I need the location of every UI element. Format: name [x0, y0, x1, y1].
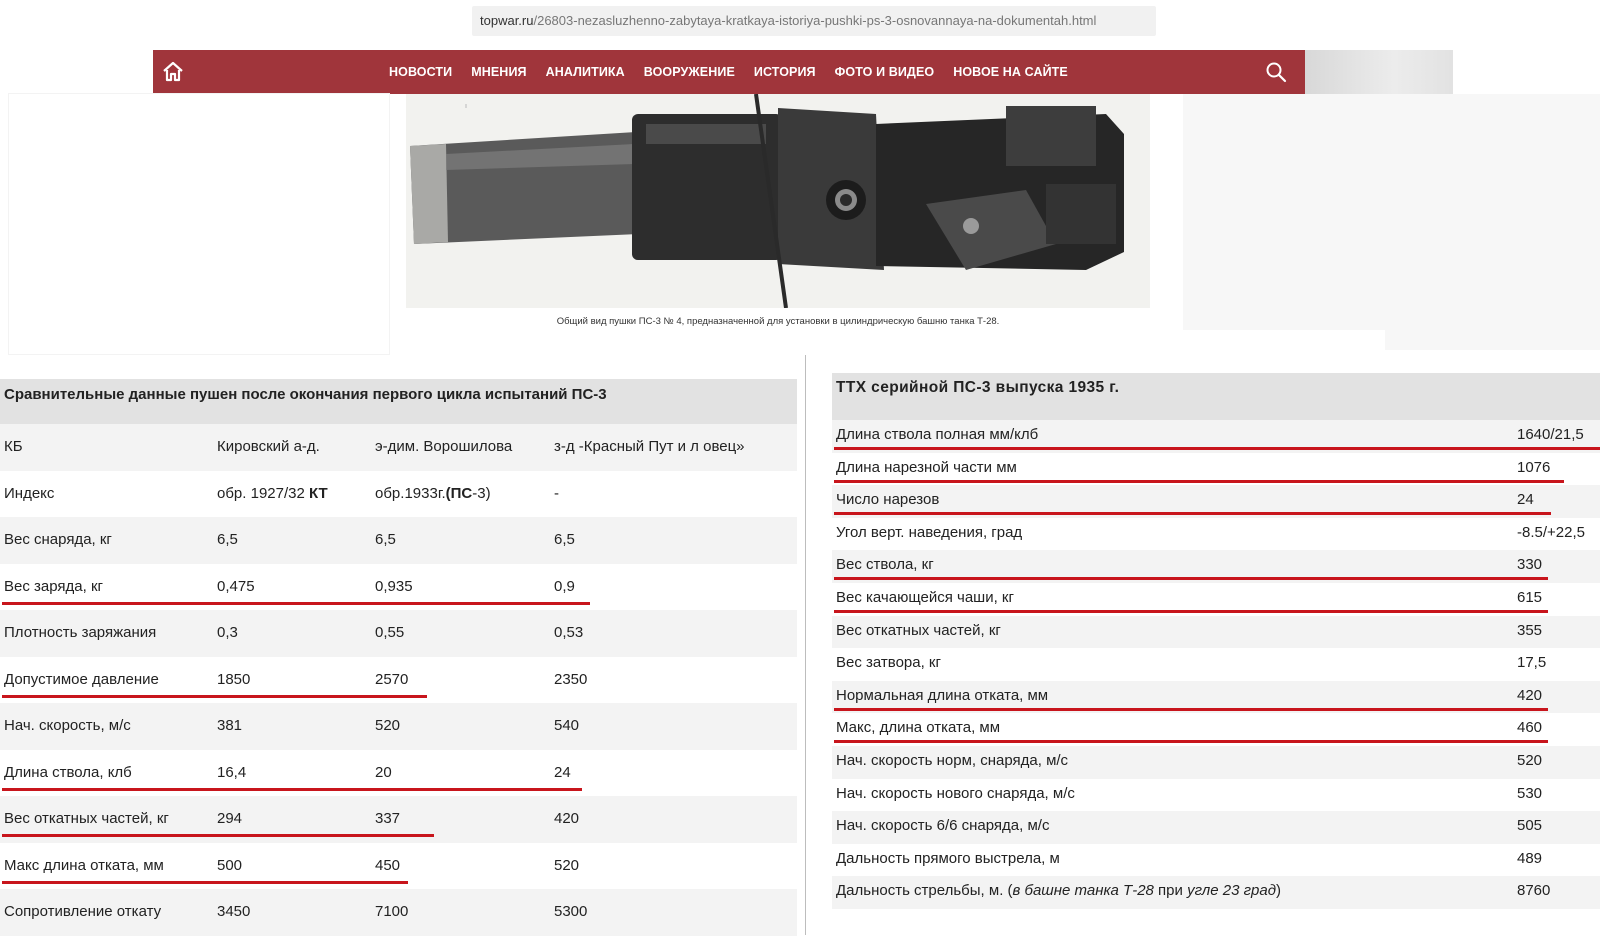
spec-label: Вес ствола, кг: [836, 556, 934, 574]
cell: 0,3: [217, 624, 238, 641]
side-placeholder: [9, 94, 389, 354]
spec-table-title: ТТХ серийной ПС-3 выпуска 1935 г.: [832, 373, 1600, 420]
cell: Вес заряда, кг: [4, 577, 103, 595]
cell-bold-open: (: [445, 484, 451, 502]
spec-value: 1640/21,5: [1517, 426, 1584, 443]
spec-label: Вес откатных частей, кг: [836, 621, 1001, 639]
highlight-underline: [834, 512, 1551, 515]
spec-value: 489: [1517, 849, 1543, 867]
cell: 450: [375, 856, 401, 874]
table-row: [0, 889, 797, 936]
cell: КБ: [4, 438, 23, 455]
spec-value: 420: [1517, 686, 1543, 704]
cell: 0,935: [375, 577, 413, 595]
highlight-underline: [2, 788, 582, 791]
spec-label: Вес затвора, кг: [836, 654, 941, 672]
cell: [217, 485, 328, 502]
table-row: [0, 424, 797, 471]
table-row: [832, 844, 1600, 877]
comparison-table-title: Сравнительные данные пушен после окончания первого цикла испытаний ПС-3: [0, 379, 797, 424]
highlight-underline: [834, 740, 1548, 743]
table-row: [832, 811, 1600, 844]
highlight-underline: [834, 480, 1564, 483]
highlight-underline: [834, 447, 1600, 450]
table-row: [832, 713, 1600, 746]
spec-rows: [832, 420, 1600, 909]
cell: 2350: [554, 670, 588, 688]
table-row: [0, 471, 797, 518]
comparison-table: [0, 379, 797, 936]
label-text-mid: при: [1153, 882, 1188, 900]
spec-label: Нач. скорость 6/6 снаряда, м/с: [836, 817, 1050, 835]
table-row: [0, 750, 797, 797]
cell: Макс длина отката, мм: [4, 856, 164, 874]
spec-label: Угол верт. наведения, град: [836, 523, 1023, 541]
url-path: /26803-nezasluzhenno-zabytaya-kratkaya-istoriya-pushki-ps-3-osnovannaya-na-dokumentah.html: [533, 13, 1097, 28]
nav-item-new-on-site[interactable]: НОВОЕ НА САЙТЕ: [953, 65, 1068, 79]
table-row: [0, 564, 797, 611]
cell: 5300: [554, 903, 588, 920]
cell: 294: [217, 810, 243, 827]
cell-bold: КТ: [309, 484, 328, 502]
cell: Кировский а-д.: [217, 438, 320, 455]
nav-item-opinions[interactable]: МНЕНИЯ: [471, 65, 527, 79]
spec-value: 505: [1517, 817, 1543, 835]
spec-label: Длина нарезной части мм: [836, 458, 1017, 476]
spec-value: 460: [1517, 719, 1543, 737]
label-text-end: ): [1276, 882, 1282, 900]
table-row: [832, 518, 1600, 551]
table-row: [832, 779, 1600, 812]
spec-label: Нормальная длина отката, мм: [836, 686, 1049, 704]
cell: э-дим. Ворошилова: [375, 438, 513, 455]
label-text: Дальность стрельбы, м. (: [836, 882, 1013, 900]
side-panel-strip: [1385, 330, 1600, 350]
cell: [375, 485, 491, 502]
cell: 1850: [217, 670, 251, 688]
cell: 420: [554, 810, 580, 827]
table-row: [832, 453, 1600, 486]
highlight-underline: [2, 602, 590, 605]
cell: 6,5: [554, 531, 575, 548]
cell: 0,55: [375, 624, 405, 641]
cell-text-tail: -3): [472, 484, 491, 502]
table-row: [0, 657, 797, 704]
table-row: [0, 610, 797, 657]
nav-item-news[interactable]: НОВОСТИ: [389, 65, 453, 79]
highlight-underline: [2, 834, 434, 837]
cell: 6,5: [217, 531, 238, 548]
cell: 2570: [375, 670, 409, 688]
spec-label: Вес качающейся чаши, кг: [836, 588, 1014, 606]
table-row: [0, 517, 797, 564]
cell: 540: [554, 717, 580, 734]
nav-item-analytics[interactable]: АНАЛИТИКА: [545, 65, 625, 79]
cell: 520: [375, 717, 401, 734]
cell: 0,475: [217, 577, 255, 595]
cell: 500: [217, 856, 243, 874]
label-em: в башне танка Т-28: [1012, 882, 1154, 900]
spec-value: 355: [1517, 621, 1543, 639]
highlight-underline: [834, 610, 1548, 613]
spec-label: Дальность прямого выстрела, м: [836, 849, 1060, 867]
table-row: [832, 583, 1600, 616]
spec-value: 24: [1517, 491, 1534, 509]
table-row: [832, 876, 1600, 909]
cell: 6,5: [375, 531, 396, 548]
nav-menu: [389, 50, 1087, 94]
table-row: [0, 703, 797, 750]
column-divider: [805, 355, 806, 935]
cell: 0,53: [554, 624, 584, 641]
highlight-underline: [834, 577, 1548, 580]
cell-text: обр.1933г.: [375, 484, 446, 502]
cell: 7100: [375, 903, 409, 920]
spec-label: Нач. скорость норм, снаряда, м/с: [836, 751, 1069, 769]
spec-value: 8760: [1517, 882, 1551, 900]
spec-label: Макс, длина отката, мм: [836, 719, 1001, 737]
spec-table: [832, 373, 1600, 909]
cell-text: обр. 1927/32: [217, 484, 305, 502]
cell: Вес снаряда, кг: [4, 531, 112, 548]
comparison-rows: [0, 424, 797, 936]
address-bar[interactable]: [472, 6, 1156, 36]
table-row: [0, 796, 797, 843]
nav-item-history[interactable]: ИСТОРИЯ: [753, 65, 816, 79]
spec-label: [836, 882, 1281, 899]
site-navbar: [153, 50, 1305, 94]
nav-item-armament[interactable]: ВООРУЖЕНИЕ: [643, 65, 735, 79]
cell: Допустимое давление: [4, 670, 159, 688]
cell: Вес откатных частей, кг: [4, 810, 169, 827]
table-row: [832, 550, 1600, 583]
spec-value: -8.5/+22,5: [1517, 523, 1585, 541]
table-row: [832, 648, 1600, 681]
spec-value: 1076: [1517, 458, 1551, 476]
label-em: угле 23 град: [1187, 882, 1277, 900]
highlight-underline: [2, 695, 427, 698]
highlight-underline: [834, 708, 1548, 711]
nav-overflow-fade: [1305, 50, 1453, 94]
cell: 24: [554, 763, 571, 781]
home-icon[interactable]: [161, 60, 185, 84]
cell: Длина ствола, клб: [4, 763, 132, 781]
search-icon[interactable]: [1265, 61, 1287, 83]
cell: з-д -Красный Пут и л овец»: [554, 438, 745, 455]
table-row: [832, 681, 1600, 714]
cell: 520: [554, 856, 580, 874]
table-row: [832, 485, 1600, 518]
cell-bold: ПС: [450, 484, 473, 502]
cell: -: [554, 484, 559, 502]
spec-label: Нач. скорость нового снаряда, м/с: [836, 784, 1075, 802]
spec-value: 530: [1517, 784, 1543, 802]
cell: Сопротивление откату: [4, 903, 162, 920]
gun-photo: [406, 94, 1150, 308]
spec-label: Длина ствола полная мм/клб: [836, 426, 1039, 443]
cell: 20: [375, 763, 392, 781]
cell: Нач. скорость, м/с: [4, 717, 131, 734]
cell: 3450: [217, 903, 251, 920]
photo-caption: Общий вид пушки ПС-3 № 4, предназначенной для установки в цилиндрическую башню танка Т-28.: [556, 316, 1000, 327]
article-photo-area: [0, 94, 1600, 358]
cell: Плотность заряжания: [4, 624, 157, 641]
spec-value: 330: [1517, 556, 1543, 574]
table-row: [832, 616, 1600, 649]
table-row: [832, 746, 1600, 779]
cell: 381: [217, 717, 243, 734]
cell: 0,9: [554, 577, 575, 595]
url-host: topwar.ru: [480, 13, 534, 28]
spec-label: Число нарезов: [836, 491, 940, 509]
table-row: [0, 843, 797, 890]
cell: Индекс: [4, 484, 55, 502]
highlight-underline: [2, 881, 408, 884]
gun-drawing: [406, 94, 1150, 308]
spec-value: 520: [1517, 751, 1543, 769]
cell: 16,4: [217, 763, 247, 781]
spec-value: 17,5: [1517, 654, 1547, 672]
cell: 337: [375, 810, 401, 827]
spec-value: 615: [1517, 588, 1543, 606]
side-panel: [1183, 94, 1600, 330]
table-row: [832, 420, 1600, 453]
nav-item-photo-video[interactable]: ФОТО И ВИДЕО: [834, 65, 935, 79]
